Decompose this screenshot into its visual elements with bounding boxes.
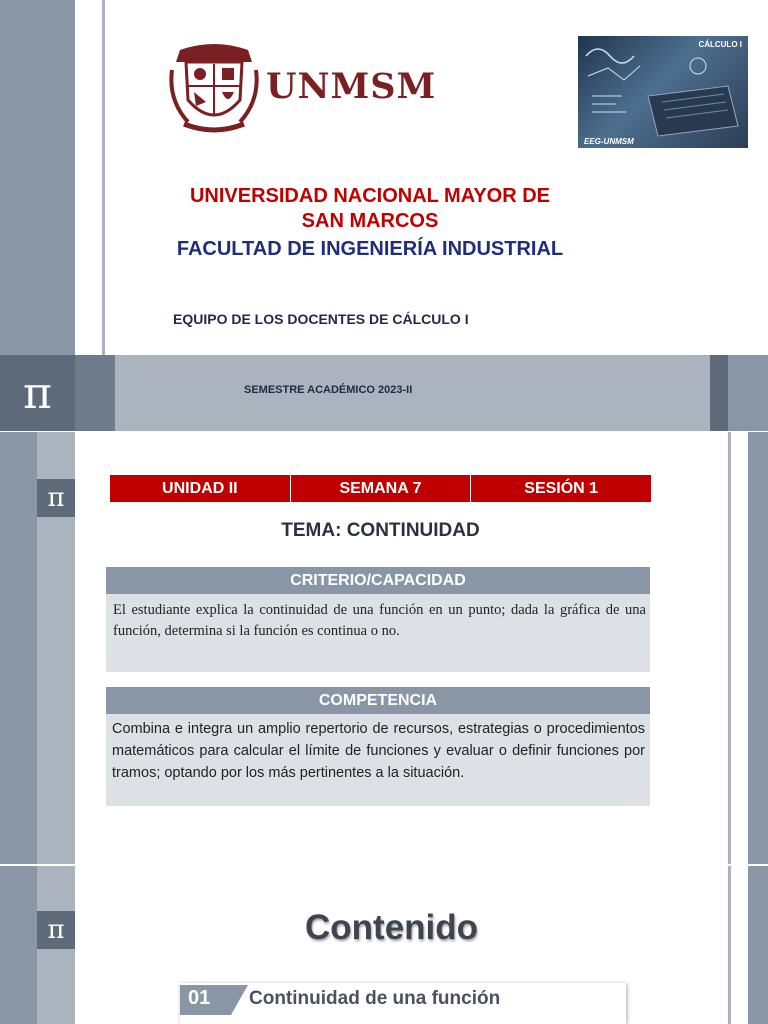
university-seal-icon <box>166 40 262 134</box>
competencia-text: Combina e integra un amplio repertorio de recursos, estrategias o procedimientos matemáticos para calcular el límite de funciones y evaluar o definir funciones por tramos; optando por los más pertinentes a la situación. <box>112 721 645 781</box>
course-thumbnail-image <box>578 36 748 148</box>
university-name-line2: SAN MARCOS <box>301 210 439 232</box>
band-mid-block <box>75 355 115 431</box>
pi-icon: π <box>37 479 75 517</box>
right-divider-line <box>728 866 731 1024</box>
left-sidebar-strip <box>0 0 75 355</box>
right-sidebar-strip <box>748 866 768 1024</box>
right-divider-line <box>728 432 731 864</box>
left-sidebar-strip <box>0 866 37 1024</box>
band-right-block-dark <box>710 355 728 431</box>
right-sidebar-strip <box>748 432 768 864</box>
pi-icon: π <box>23 367 52 419</box>
contents-title: Contenido <box>305 908 479 947</box>
week-label: SEMANA 7 <box>291 475 472 502</box>
band-right-block <box>728 355 768 431</box>
unit-week-session-bar <box>110 475 651 502</box>
left-sidebar-strip <box>0 432 37 864</box>
math-doodles-icon <box>578 36 748 148</box>
university-name-line1: UNIVERSIDAD NACIONAL MAYOR DE <box>189 185 551 207</box>
teaching-team: EQUIPO DE LOS DOCENTES DE CÁLCULO I <box>173 311 469 327</box>
thumbnail-footer: EEG-UNMSM <box>584 137 634 146</box>
unit-label: UNIDAD II <box>110 475 291 502</box>
pi-icon: π <box>37 911 75 949</box>
contents-item-number: 01 <box>188 987 211 1009</box>
criterio-text: El estudiante explica la continuidad de una función en un punto; dada la gráfica de una función, determina si la función es continua o no. <box>113 602 646 639</box>
topic-title: TEMA: CONTINUIDAD <box>281 520 480 541</box>
semester-label: SEMESTRE ACADÉMICO 2023-II <box>244 384 413 396</box>
semester-band <box>115 355 710 431</box>
session-label: SESIÓN 1 <box>524 479 599 497</box>
brand-name: UNMSM <box>266 66 437 107</box>
competencia-header: COMPETENCIA <box>106 687 650 714</box>
faculty-name: FACULTAD DE INGENIERÍA INDUSTRIAL <box>176 238 564 260</box>
criterio-header: CRITERIO/CAPACIDAD <box>106 567 650 594</box>
university-name <box>140 184 600 234</box>
contents-item-label: Continuidad de una función <box>249 988 501 1009</box>
left-divider-line <box>102 0 105 355</box>
thumbnail-title: CÁLCULO I <box>698 40 742 49</box>
